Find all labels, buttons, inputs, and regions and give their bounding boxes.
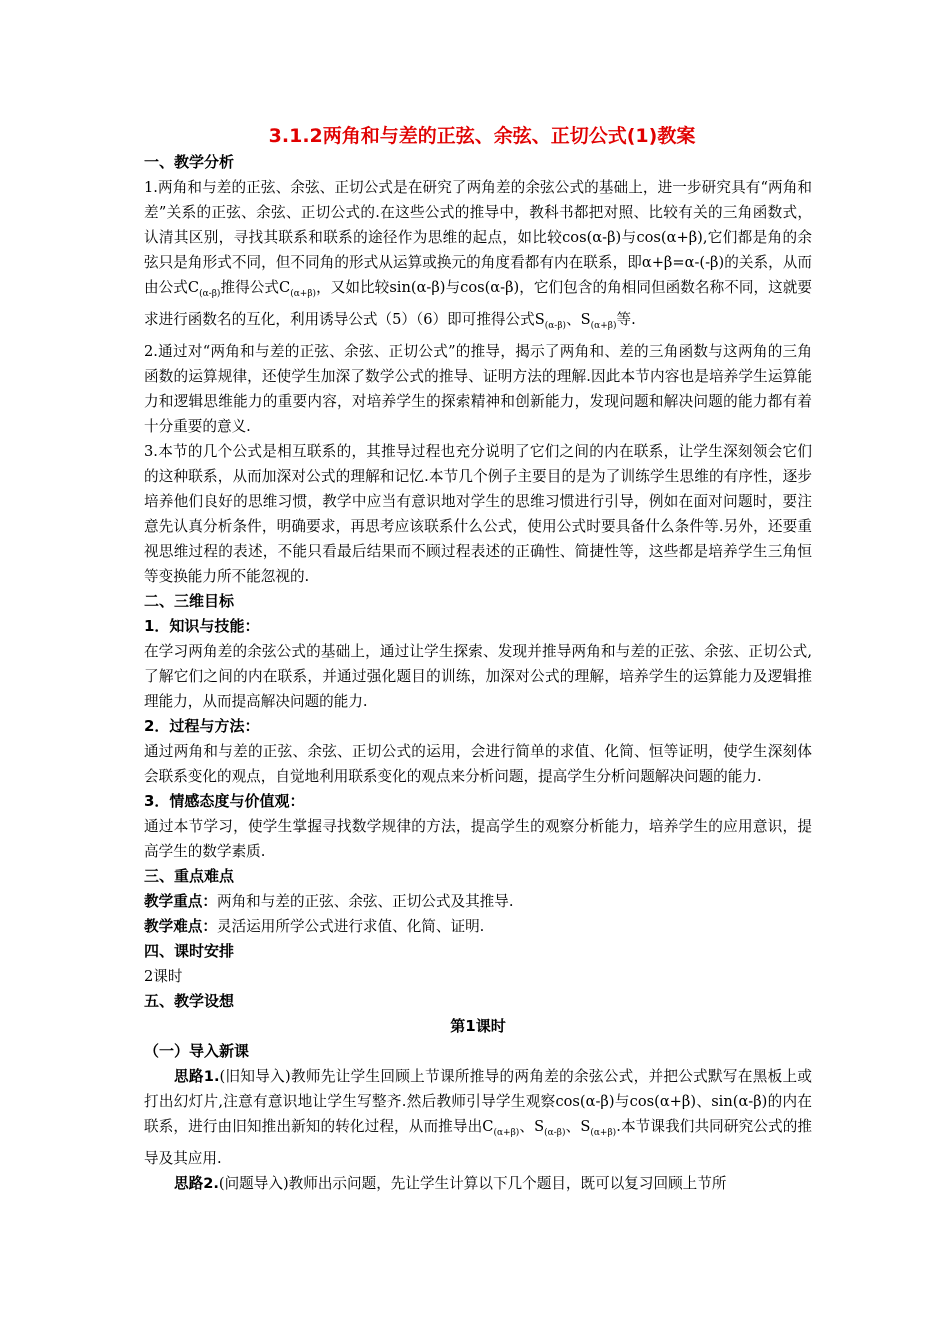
schedule-text: 2课时	[144, 967, 183, 985]
lesson-title: 第1课时	[450, 1016, 506, 1035]
page-title: 3.1.2两角和与差的正弦、余弦、正切公式(1)教案	[268, 125, 696, 147]
paragraph-analysis-3: 3.本节的几个公式是相互联系的，其推导过程也充分说明了它们之间的内在联系，让学生深刻领会它们的这种联系，从而加深对公式的理解和记忆.本节几个例子主要目的是为了训练学生思维的有序性，逐步培养他们良好的思维习惯，教学中应当有意识地对学生的思维习惯进行引导，例如在面对问题时，要注意先认真分析条件，明确要求，再思考应该联系什么公式，使用公式时要具备什么条件等.另外，还要重视思维过程的表述，不能只看最后结果而不顾过程表述的正确性、简捷性等，这些都是培养学生三角恒等变换能力所不能忽视的.	[144, 442, 812, 585]
paragraph-analysis-1	[144, 175, 812, 339]
section-heading-key-points: 三、重点难点	[144, 866, 235, 885]
difficulty-label: 教学难点：	[144, 917, 217, 935]
subscript: (α-β)	[544, 320, 567, 331]
difficulty-line	[144, 914, 812, 939]
goal-heading-process: 2．过程与方法：	[144, 716, 260, 735]
section-heading-goals: 二、三维目标	[144, 591, 235, 610]
idea-1-paragraph	[144, 1064, 812, 1171]
text-run: 推得公式C	[220, 279, 291, 296]
document-page	[144, 122, 812, 1196]
subscript: (α-β)	[544, 1127, 566, 1138]
text-run: 、S	[566, 310, 591, 328]
subscript: (α+β)	[590, 320, 617, 331]
subscript: (α-β)	[199, 288, 221, 299]
goal-text-process: 通过两角和与差的正弦、余弦、正切公式的运用，会进行简单的求值、化简、恒等证明，使学生深刻体会联系变化的观点，自觉地利用联系变化的观点来分析问题，提高学生分析问题解决问题的能力.	[144, 742, 812, 785]
key-point-line	[144, 889, 812, 914]
text-run: .本节课我们共同研究公式的推导及其应用.	[144, 1117, 813, 1167]
subscript: (α+β)	[590, 1127, 617, 1138]
text-run: (旧知导入)教师先让学生回顾上节课所推导的两角差的余弦公式，并把公式默写在黑板上或打出幻灯片,注意有意识地让学生写整齐.然后教师引导学生观察cos(α-β)与cos(α+β)、sin(α-β)的内在联系，进行由旧知推出新知的转化过程，从而推导出C	[144, 1067, 812, 1135]
key-point-text: 两角和与差的正弦、余弦、正切公式及其推导.	[216, 892, 514, 910]
text-run: 、S	[565, 1117, 591, 1135]
goal-text-attitude: 通过本节学习，使学生掌握寻找数学规律的方法，提高学生的观察分析能力，培养学生的应用意识，提高学生的数学素质.	[144, 817, 812, 860]
subsection-heading-intro: （一）导入新课	[144, 1041, 250, 1060]
text-run: 等.	[616, 310, 636, 328]
section-heading-analysis: 一、教学分析	[144, 153, 235, 171]
text-run: 、S	[519, 1117, 545, 1135]
subscript: (α+β)	[493, 1127, 520, 1138]
subscript: (α+β)	[290, 288, 317, 299]
goal-heading-attitude: 3．情感态度与价值观：	[144, 791, 305, 810]
idea-2-paragraph	[144, 1171, 812, 1196]
idea-2-label: 思路2.	[174, 1174, 219, 1192]
goal-heading-knowledge: 1．知识与技能：	[144, 616, 260, 635]
text-run: 1.两角和与差的正弦、余弦、正切公式是在研究了两角差的余弦公式的基础上，进一步研究具有“两角和差”关系的正弦、余弦、正切公式的.在这些公式的推导中，教科书都把对照、比较有关的三角函数式，认清其区别，寻找其联系和联系的途径作为思维的起点，如比较cos(α-β)与cos(α+β),它们都是角的余弦只是角形式不同，但不同角的形式从运算或换元的角度看都有内在联系，即α+β=α-(-β)的关系，从而由公式C	[144, 179, 812, 296]
section-heading-schedule: 四、课时安排	[144, 941, 235, 960]
idea-1-label: 思路1.	[174, 1067, 220, 1085]
text-run: (问题导入)教师出示问题，先让学生计算以下几个题目，既可以复习回顾上节所	[218, 1174, 727, 1192]
difficulty-text: 灵活运用所学公式进行求值、化简、证明.	[216, 917, 485, 935]
text-run: ，又如比较sin(α-β)与cos(α-β)，它们包含的角相同但函数名称不同，这就要求进行函数名的互化，利用诱导公式（5）（6）即可推得公式S	[144, 279, 812, 328]
paragraph-analysis-2: 2.通过对“两角和与差的正弦、余弦、正切公式”的推导，揭示了两角和、差的三角函数与这两角的三角函数的运算规律，还使学生加深了数学公式的推导、证明方法的理解.因此本节内容也是培养学生运算能力和逻辑思维能力的重要内容，对培养学生的探索精神和创新能力，发现问题和解决问题的能力都有着十分重要的意义.	[144, 342, 812, 435]
section-heading-design: 五、教学设想	[144, 991, 235, 1010]
goal-text-knowledge: 在学习两角差的余弦公式的基础上，通过让学生探索、发现并推导两角和与差的正弦、余弦、正切公式,了解它们之间的内在联系，并通过强化题目的训练，加深对公式的理解，培养学生的运算能力及逻辑推理能力，从而提高解决问题的能力.	[144, 642, 812, 710]
key-point-label: 教学重点：	[144, 892, 217, 910]
